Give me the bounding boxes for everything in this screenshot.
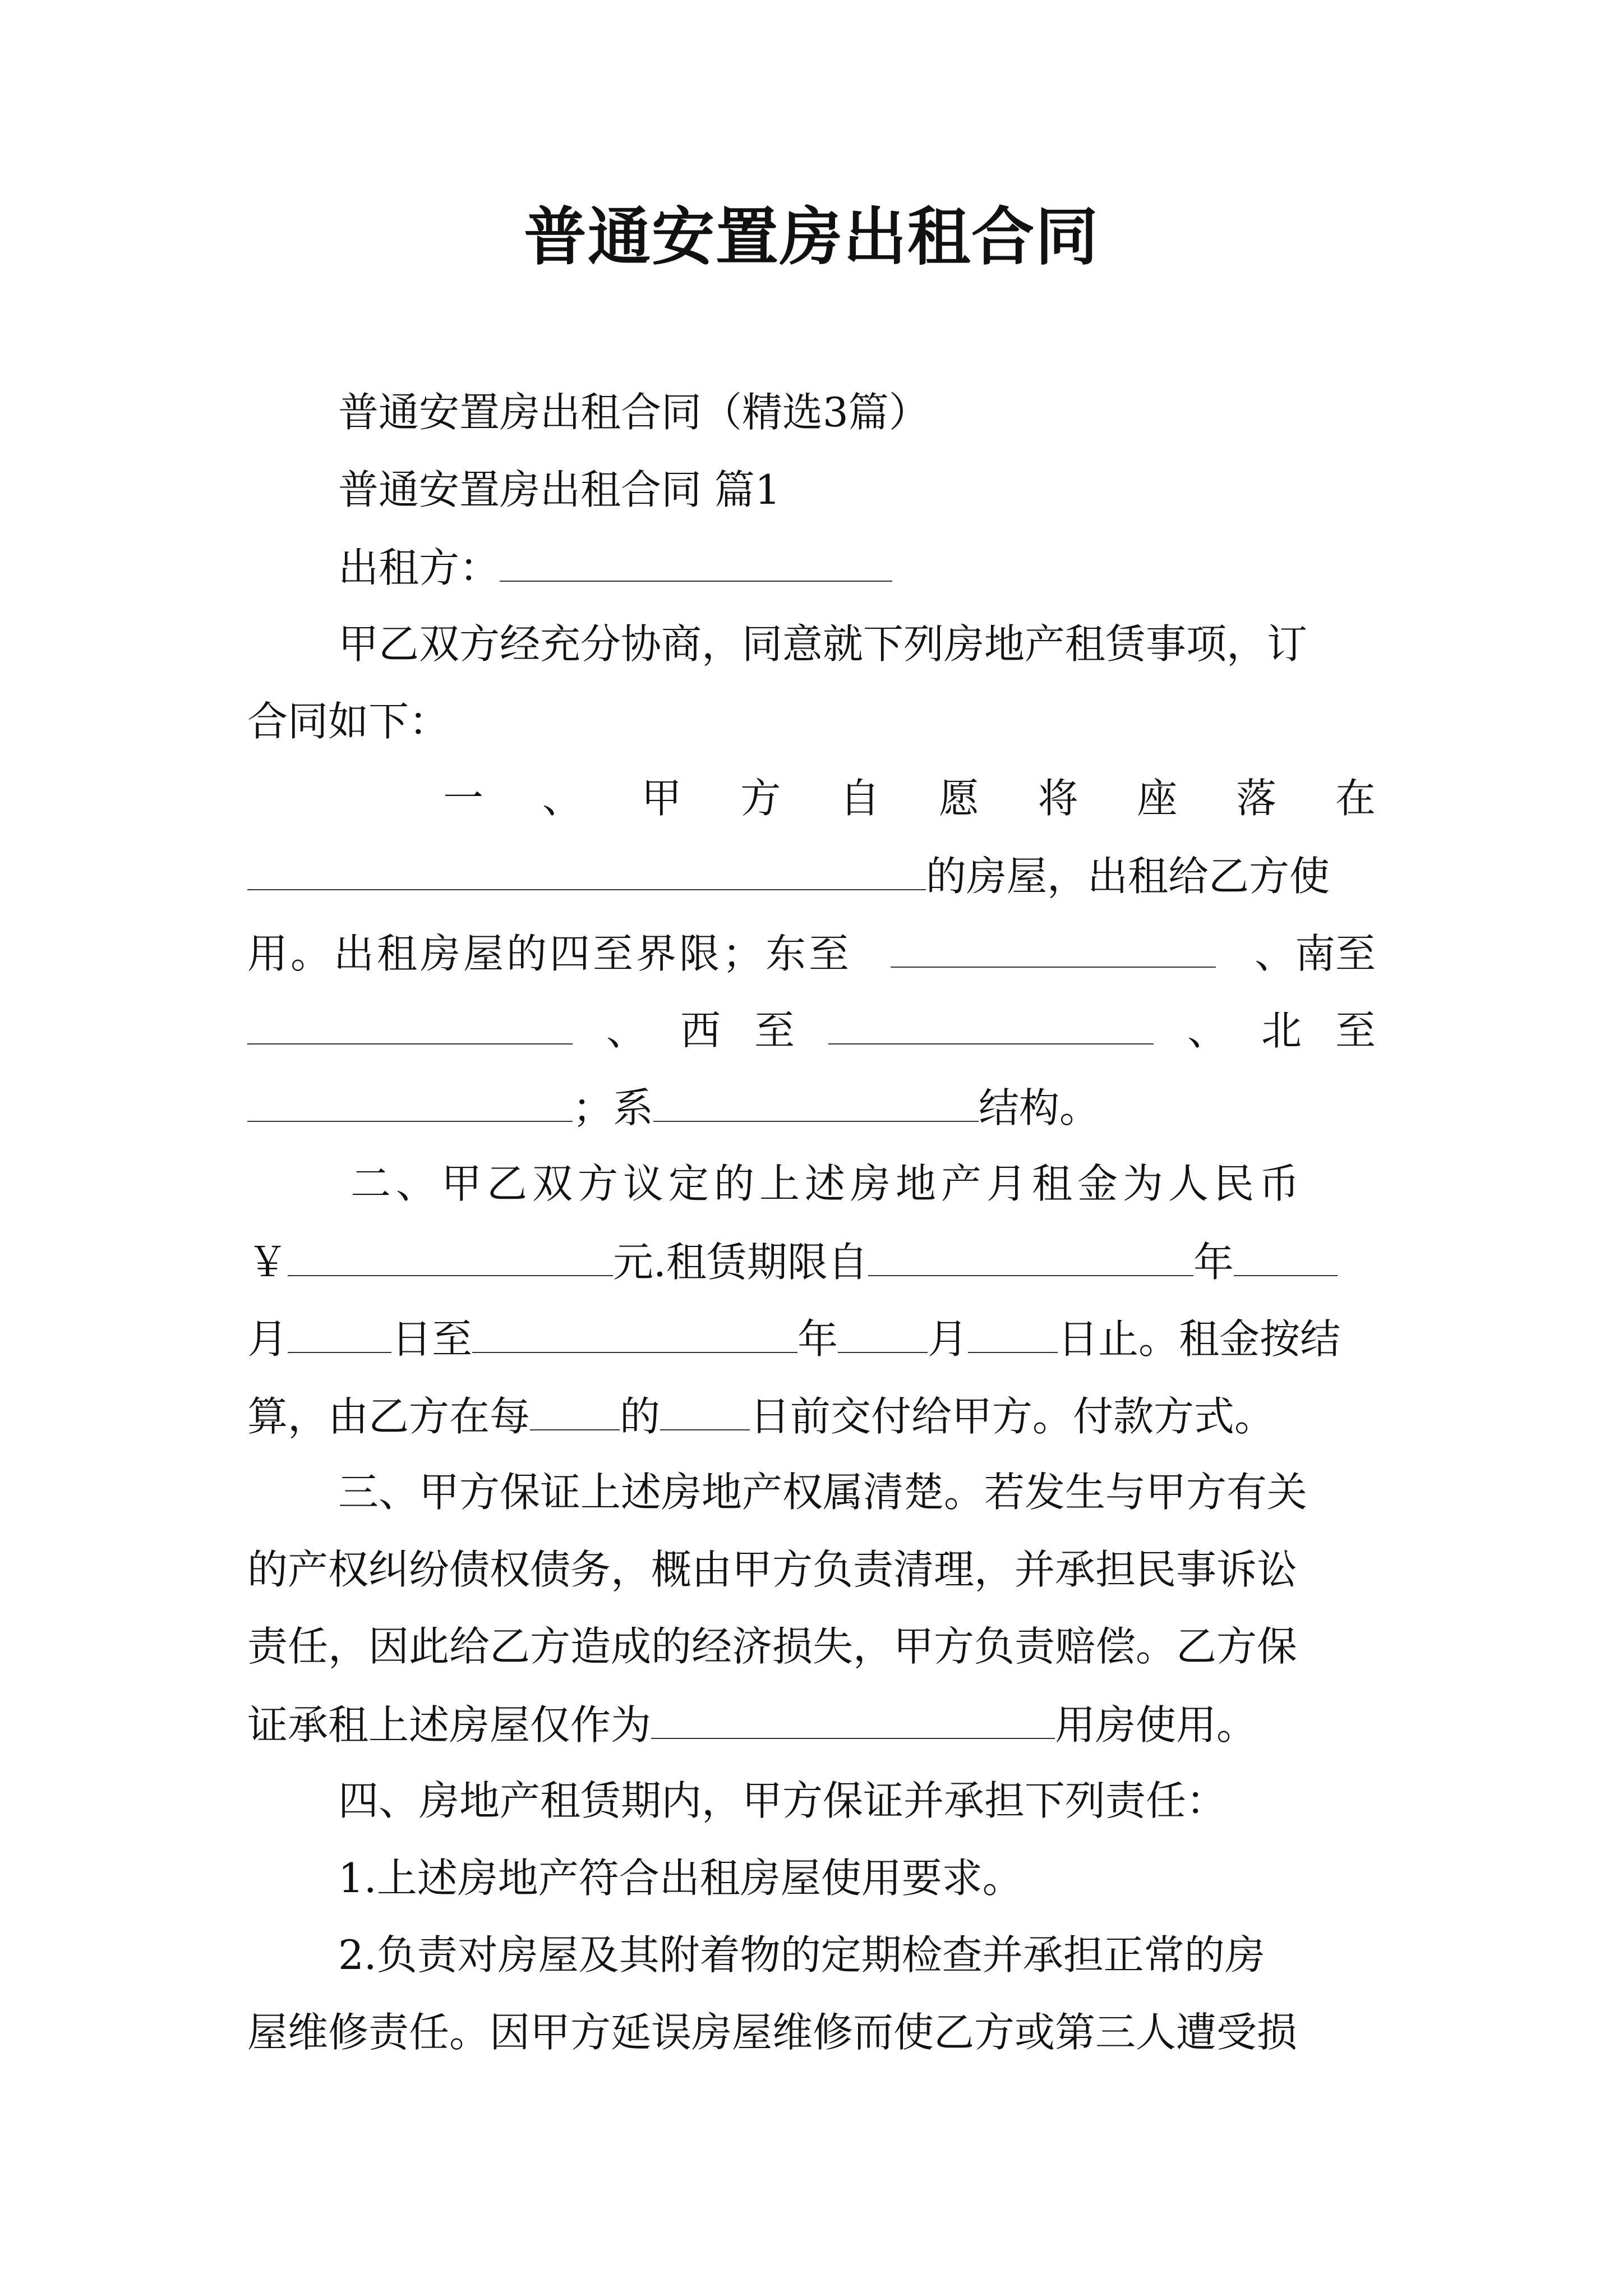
payment-period-blank[interactable] [530, 1390, 620, 1430]
clause4-item1: 1.上述房地产符合出租房屋使用要求。 [338, 1855, 1023, 1902]
south-boundary-blank[interactable] [247, 1004, 573, 1045]
clause4-item2-line1: 2.负责对房屋及其附着物的定期检查并承担正常的房 [338, 1931, 1265, 1978]
section-heading: 普通安置房出租合同 篇1 [338, 466, 781, 513]
clause3-line3: 责任，因此给乙方造成的经济损失，甲方负责赔偿。乙方保 [247, 1623, 1298, 1670]
clause1-line1: 一 、 甲 方 自 愿 将 座 落 在 [443, 775, 1376, 822]
lessor-line [338, 541, 1376, 592]
rent-amount-blank[interactable] [288, 1236, 613, 1276]
east-boundary-blank[interactable] [891, 927, 1216, 968]
usage-blank[interactable] [651, 1699, 1055, 1739]
end-month-blank[interactable] [838, 1313, 928, 1353]
intro-line-2: 合同如下： [247, 698, 450, 745]
clause2-line4: 算，由乙方在每 的 日前交付给甲方。付款方式。 [247, 1390, 1376, 1441]
subtitle: 普通安置房出租合同（精选3篇） [338, 389, 929, 436]
document-title: 普通安置房出租合同 [524, 200, 1099, 274]
intro-line-1: 甲乙双方经充分协商，同意就下列房地产租赁事项，订 [338, 620, 1308, 668]
structure-blank[interactable] [653, 1082, 979, 1122]
west-boundary-blank[interactable] [828, 1004, 1154, 1045]
clause1-line3: 用。出租房屋的四至界限；东至 、南至 [247, 927, 1376, 978]
clause3-line1: 三、甲方保证上述房地产权属清楚。若发生与甲方有关 [338, 1469, 1308, 1516]
clause3-line2: 的产权纠纷债权债务，概由甲方负责清理，并承担民事诉讼 [247, 1546, 1298, 1593]
lessor-label: 出租方： [338, 544, 500, 591]
clause3-line4: 证承租上述房屋仅作为 用房使用。 [247, 1699, 1376, 1749]
end-day-blank[interactable] [968, 1313, 1058, 1353]
payment-day-blank[interactable] [660, 1390, 750, 1430]
start-year-blank[interactable] [868, 1236, 1193, 1276]
clause1-line2: 的房屋，出租给乙方使 [247, 850, 1376, 900]
end-year-blank[interactable] [472, 1313, 797, 1353]
clause1-line5: ；系 结构。 [247, 1082, 1376, 1132]
clause2-line2: ￥ 元.租赁期限自 年 [247, 1236, 1376, 1286]
lessor-blank[interactable] [500, 541, 892, 582]
north-boundary-blank[interactable] [247, 1082, 573, 1122]
clause2-line3: 月 日至 年 月 日止。租金按结 [247, 1313, 1376, 1363]
start-month-blank[interactable] [1234, 1236, 1338, 1276]
clause1-line4: 、 西 至 、 北 至 [247, 1004, 1376, 1055]
start-day-blank[interactable] [288, 1313, 391, 1353]
clause4-line1: 四、房地产租赁期内，甲方保证并承担下列责任： [338, 1777, 1227, 1824]
clause2-line1: 二、甲乙双方议定的上述房地产月租金为人民币 [351, 1160, 1305, 1207]
clause4-item2-line2: 屋维修责任。因甲方延误房屋维修而使乙方或第三人遭受损 [247, 2009, 1298, 2056]
location-blank[interactable] [247, 850, 926, 890]
